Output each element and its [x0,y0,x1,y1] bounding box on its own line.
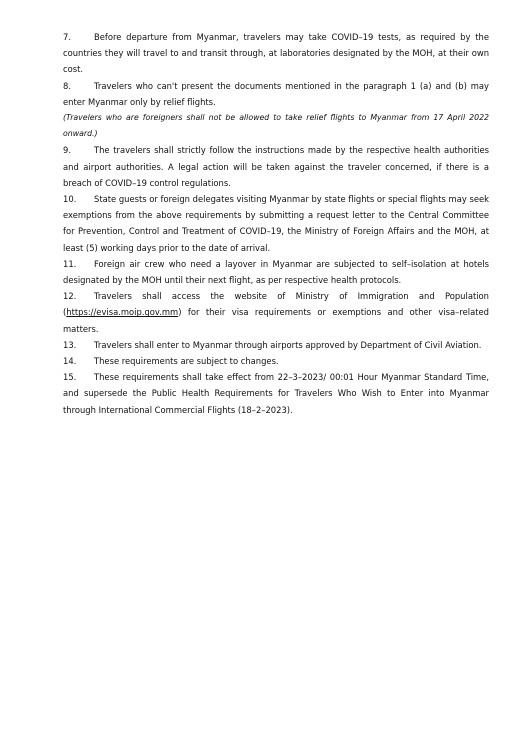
paragraph-12 [63,288,489,337]
paragraph-number: 7. [63,32,71,42]
paragraph-text: The travelers shall strictly follow the instructions made by the respective health authorities and airport authorities. A legal action will be taken against the traveler concerned, if there is a breach of COVID–19 control regulations. [63,145,489,188]
paragraph-number: 9. [63,145,71,156]
document-page [63,29,489,418]
paragraph-number: 11. [63,258,77,269]
paragraph-8-note: (Travelers who are foreigners shall not be allowed to take relief flights to Myanmar from 17 April 2022 onward.) [63,113,489,139]
paragraph-15 [63,369,489,418]
paragraph-number: 15. [63,372,77,383]
paragraph-9 [63,142,489,191]
paragraph-number: 14. [63,356,77,367]
paragraph-text: Travelers who can't present the documents mentioned in the paragraph 1 (a) and (b) may enter Myanmar only by relief flights. [63,80,489,107]
paragraph-text-after-link: ) for their visa requirements or exemptions and other visa–related matters. [63,307,489,334]
paragraph-10 [63,191,489,256]
paragraph-11 [63,256,489,288]
paragraph-text: Travelers shall enter to Myanmar through airports approved by Department of Civil Aviation. [94,339,482,350]
paragraph-text: Foreign air crew who need a layover in Myanmar are subjected to self–isolation at hotels designated by the MOH until their next flight, as per respective health protocols. [63,258,489,286]
paragraph-number: 10. [63,194,77,205]
paragraph-7 [63,29,489,78]
paragraph-text-before-link: Travelers shall access the website of Ministry of Immigration and Population ( [63,291,489,318]
evisa-website-link[interactable]: https://evisa.moip.gov.mm [66,307,179,318]
paragraph-text: Before departure from Myanmar, travelers may take COVID–19 tests, as required by the countries they will travel to and transit through, at laboratories designated by the MOH, at their own cost. [63,32,489,75]
paragraph-text: These requirements are subject to changes. [94,356,279,367]
paragraph-number: 13. [63,339,77,350]
paragraph-text: State guests or foreign delegates visiting Myanmar by state flights or special flights may seek exemptions from the above requirements by submitting a request letter to the Central Committee for Prevention, Control and Treatment of COVID–19, the Ministry of Foreign Affairs and the MOH, at least (5) working days prior to the date of arrival. [63,194,489,253]
paragraph-number: 12. [63,291,77,302]
paragraph-13 [63,337,489,353]
paragraph-number: 8. [63,80,71,91]
paragraph-8 [63,78,489,110]
paragraph-text: These requirements shall take effect from 22–3–2023/ 00:01 Hour Myanmar Standard Time, and supersede the Public Health Requirements for Travelers Who Wish to Enter into Myanmar through International Commercial Flights (18–2–2023). [63,372,489,415]
paragraph-14 [63,353,489,369]
